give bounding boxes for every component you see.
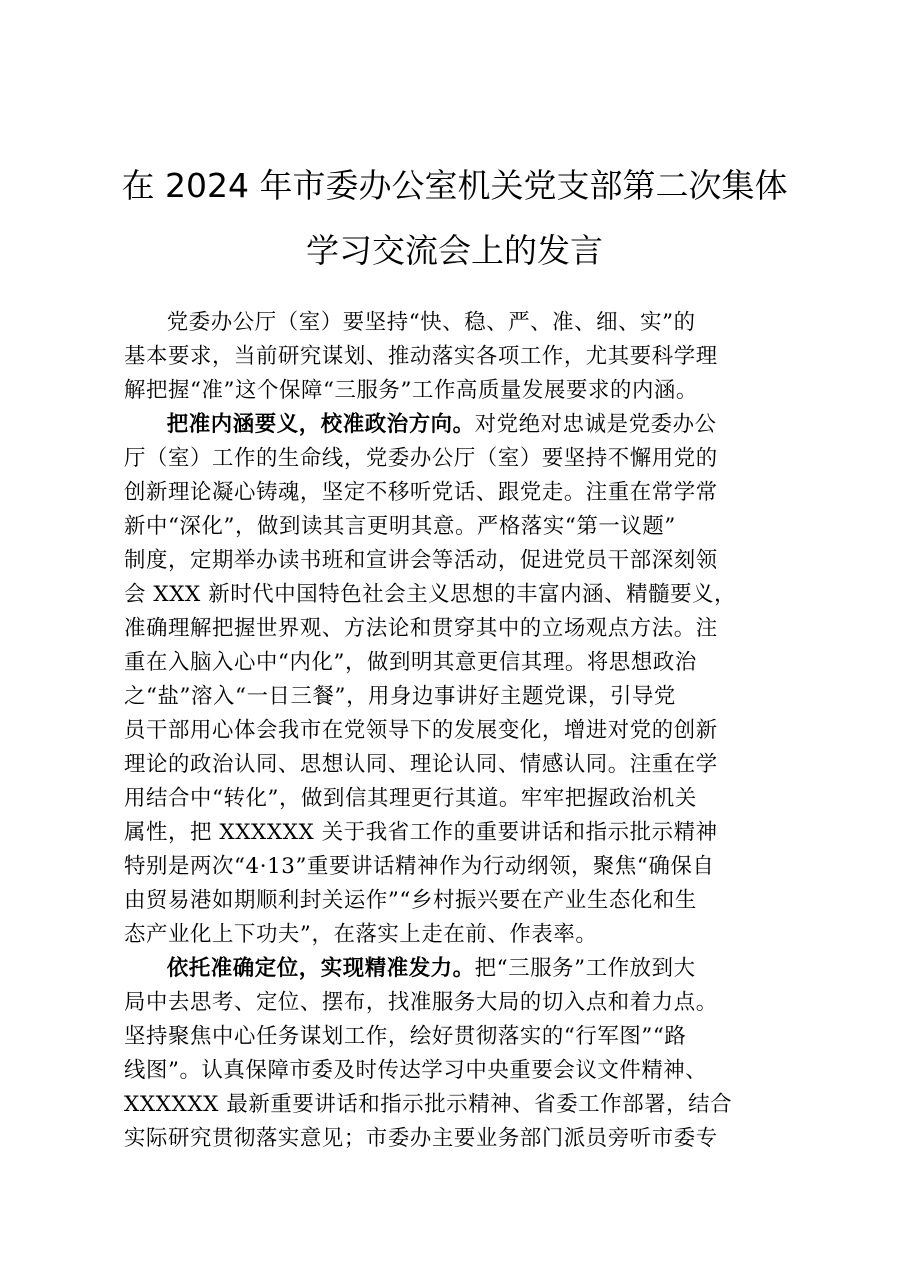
paragraph-line: 线图”。认真保障市委及时传达学习中央重要会议文件精神、 — [124, 1058, 708, 1083]
paragraph-line: 准确理解把握世界观、方法论和贯穿其中的立场观点方法。注 — [124, 616, 718, 641]
paragraph-line: XXXXXX 最新重要讲话和指示批示精神、省委工作部署，结合 — [124, 1092, 733, 1117]
paragraph-line: 之“盐”溶入“一日三餐”，用身边事讲好主题党课，引导党 — [124, 684, 676, 709]
paragraph-line: 局中去思考、定位、摆布，找准服务大局的切入点和着力点。 — [124, 990, 718, 1015]
paragraph-line: 理论的政治认同、思想认同、理论认同、情感认同。注重在学 — [124, 752, 718, 777]
paragraph-line: 员干部用心体会我市在党领导下的发展变化，增进对党的创新 — [124, 718, 718, 743]
section-heading: 把准内涵要义，校准政治方向。 — [166, 412, 475, 437]
paragraph-line: 制度，定期举办读书班和宣讲会等活动，促进党员干部深刻领 — [124, 548, 718, 573]
paragraph-line: 创新理论凝心铸魂，坚定不移听党话、跟党走。注重在常学常 — [124, 480, 718, 505]
paragraph-line: 解把握“准”这个保障“三服务”工作高质量发展要求的内涵。 — [124, 378, 698, 403]
document-title-line-2: 学习交流会上的发言 — [306, 231, 603, 270]
paragraph-line: 坚持聚焦中心任务谋划工作，绘好贯彻落实的“行军图”“路 — [124, 1024, 687, 1049]
paragraph-precise-positioning — [124, 952, 800, 1156]
paragraph-line: 特别是两次“4·13”重要讲话精神作为行动纲领，聚焦“确保自 — [124, 854, 715, 879]
paragraph-line: 厅（室）工作的生命线，党委办公厅（室）要坚持不懈用党的 — [124, 446, 718, 471]
paragraph-line: 由贸易港如期顺利封关运作”“乡村振兴要在产业生态化和生 — [124, 888, 697, 913]
paragraph-line: 新中“深化”，做到读其言更明其意。严格落实“第一议题” — [124, 514, 676, 539]
paragraph-line: 实际研究贯彻落实意见；市委办主要业务部门派员旁听市委专 — [124, 1126, 718, 1151]
paragraph-line: 属性，把 XXXXXX 关于我省工作的重要讲话和指示批示精神 — [124, 820, 718, 845]
section-heading: 依托准确定位，实现精准发力。 — [166, 956, 475, 981]
paragraph-line: 会 XXX 新时代中国特色社会主义思想的丰富内涵、精髓要义， — [124, 582, 737, 607]
paragraph-first-line — [124, 408, 800, 442]
paragraph-line: 态产业化上下功夫”，在落实上走在前、作表率。 — [124, 922, 598, 947]
paragraph-first-line — [124, 952, 800, 986]
paragraph-intro — [124, 306, 800, 408]
paragraph-line: 用结合中“转化”，做到信其理更行其道。牢牢把握政治机关 — [124, 786, 697, 811]
document-body — [124, 306, 800, 1156]
document-title-line-1: 在 2024 年市委办公室机关党支部第二次集体 — [121, 166, 788, 205]
paragraph-line: 基本要求，当前研究谋划、推动落实各项工作，尤其要科学理 — [124, 344, 718, 369]
paragraph-line: 重在入脑入心中“内化”，做到明其意更信其理。将思想政治 — [124, 650, 697, 675]
paragraph-line-text: 对党绝对忠诚是党委办公 — [474, 412, 717, 437]
paragraph-line: 党委办公厅（室）要坚持“快、稳、严、准、细、实”的 — [166, 310, 696, 335]
paragraph-line-text: 把“三服务”工作放到大 — [474, 956, 696, 981]
paragraph-political-direction — [124, 408, 800, 952]
